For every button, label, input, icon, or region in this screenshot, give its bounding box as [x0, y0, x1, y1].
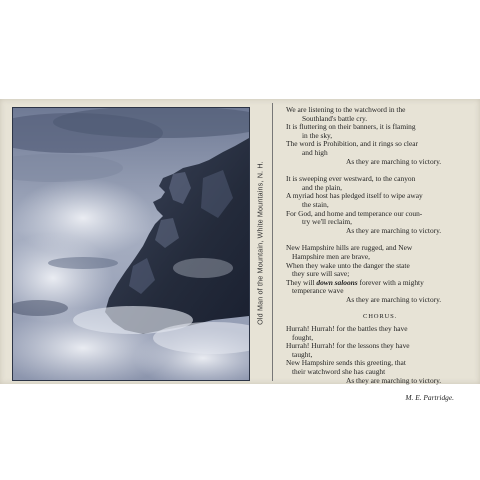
postcard: [0, 99, 480, 403]
poem-line: the stain,: [302, 199, 329, 209]
poem-line: For God, and home and temperance our coun-: [286, 208, 423, 218]
poem-line-start: They will: [286, 277, 315, 287]
poem-refrain: As they are marching to victory.: [346, 294, 442, 304]
poem-line: New Hampshire hills are rugged, and New: [286, 243, 413, 253]
poem-line: We are listening to the watchword in the: [286, 105, 406, 114]
poem-line-end: forever with a mighty: [359, 277, 424, 287]
photo-caption: Old Man of the Mountain, White Mountains, N. H.: [255, 161, 265, 325]
poem-line: in the sky,: [302, 130, 333, 140]
poem-refrain: As they are marching to victory.: [346, 156, 442, 166]
poem-line: The word is Prohibition, and it rings so clear: [286, 139, 418, 149]
poem-refrain: As they are marching to victory.: [346, 225, 442, 235]
chorus-line: New Hampshire sends this greeting, that: [286, 358, 406, 368]
poem-line: It is sweeping ever westward, to the canyon: [286, 174, 416, 184]
poem-line: temperance wave: [292, 286, 344, 296]
poem-line: they sure will save;: [292, 269, 350, 279]
poem-line: Hampshire men are brave,: [292, 251, 370, 261]
author-signature: M. E. Partridge.: [405, 393, 454, 403]
poem-line: A myriad host has pledged itself to wipe away: [286, 191, 423, 201]
poem-line: When they wake unto the danger the state: [286, 260, 410, 270]
poem-line: It is fluttering on their banners, it is flaming: [286, 122, 416, 132]
poem-text: [286, 106, 474, 403]
chorus-line: fought,: [292, 332, 314, 342]
chorus-line: Hurrah! Hurrah! for the battles they have: [286, 324, 408, 334]
poem-line: try we'll reclaim,: [302, 217, 352, 227]
emphasized-phrase: down saloons: [316, 277, 358, 287]
chorus-heading: CHORUS.: [363, 313, 397, 321]
poem-line: Southland's battle cry.: [302, 113, 368, 123]
stanza-3: [286, 244, 474, 304]
mountain-photo: [12, 107, 250, 381]
stanza-1: [286, 106, 474, 166]
poem-refrain: As they are marching to victory.: [346, 375, 442, 385]
chorus-line: taught,: [292, 349, 313, 359]
chorus-line: Hurrah! Hurrah! for the lessons they have: [286, 341, 410, 351]
stanza-2: [286, 175, 474, 235]
vertical-divider: [272, 103, 273, 381]
caption-strip: [249, 107, 271, 379]
poem-line: and the plain,: [302, 182, 343, 192]
chorus-line: their watchword she has caught: [292, 367, 386, 377]
chorus: [286, 325, 474, 385]
old-man-of-the-mountain-image: [13, 108, 249, 380]
poem-line: and high: [302, 147, 328, 157]
